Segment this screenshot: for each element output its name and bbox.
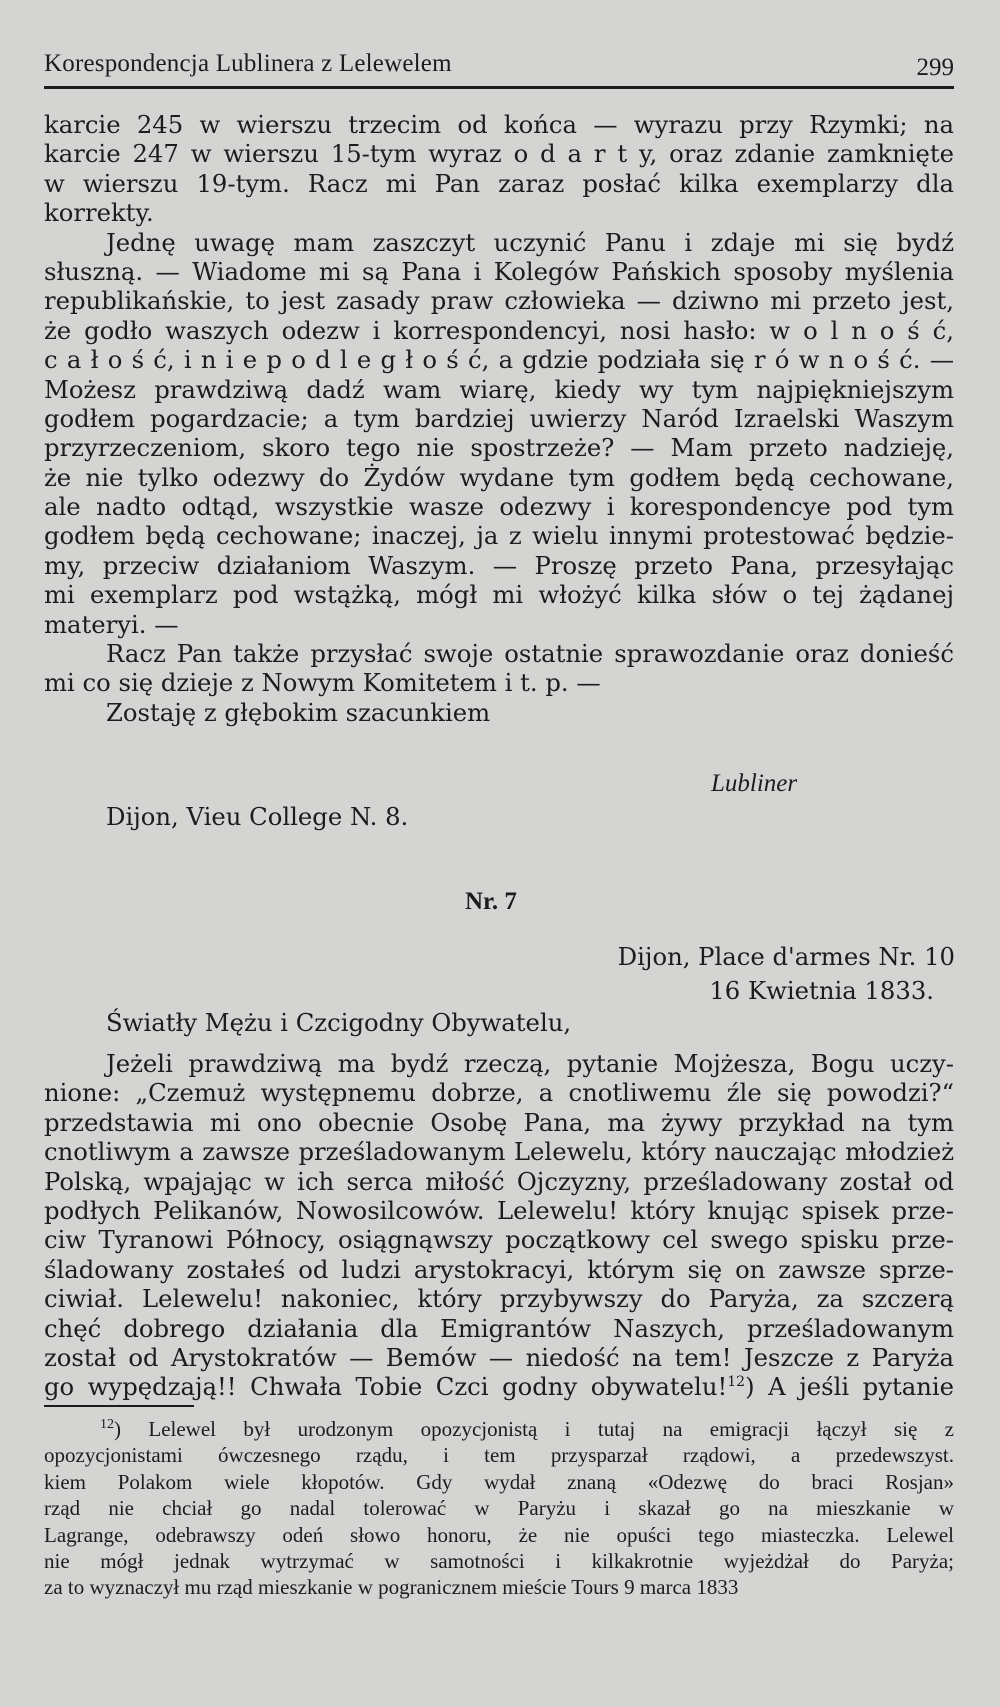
text-line: ciw Tyranowi Północy, osiągnąwszy początkowy cel swego spisku prze-: [44, 1225, 954, 1255]
text-line: karcie 245 w wierszu trzecim od końca — wyrazu przy Rzymki; na: [44, 110, 954, 139]
line-text: go wypędzają!! Chwała Tobie Czci godny obywatelu!: [44, 1372, 728, 1402]
text-line: że godło waszych odezw i korrespondencyi, nosi hasło: w o l n o ś ć,: [44, 315, 954, 345]
text-line: przyrzeczeniom, skoro tego nie spostrzeże? — Mam przeto nadzieję,: [44, 433, 954, 463]
footnote-line: rząd nie chciał go nadal tolerować w Paryżu i skazał go na mieszkanie w: [44, 1496, 954, 1521]
text-line: karcie 247 w wierszu 15-tym wyraz o d a r t y, oraz zdanie zamknięte: [44, 139, 954, 169]
text-line: korrekty.: [44, 198, 154, 228]
text-line: republikańskie, to jest zasady praw człowieka — dziwno mi przeto jest,: [44, 286, 954, 316]
footnote: [44, 1416, 954, 1601]
text-line: c a ł o ś ć, i n i e p o d l e g ł o ś ć, a gdzie podziała się r ó w n o ś ć. —: [44, 345, 954, 375]
footnote-line: Lagrange, odebrawszy odeń słowo honoru, że nie opuści tego miasteczka. Lelewel: [44, 1522, 954, 1547]
text-line: godłem pogardzacie; a tym bardziej uwierzy Naród Izraelski Waszym: [44, 403, 954, 433]
closing-formula: Zostaję z głębokim szacunkiem: [106, 697, 491, 727]
text-line: godłem będą cechowane; inaczej, ja z wielu innymi protestować będzie-: [44, 521, 954, 551]
text-line: ale nadto odtąd, wszystkie wasze odezwy i korespondencye pod tym: [44, 492, 954, 522]
sender-address: Dijon, Vieu College N. 8.: [106, 802, 409, 831]
letter-date: 16 Kwietnia 1833.: [709, 976, 934, 1005]
text-line: Racz Pan także przysłać swoje ostatnie sprawozdanie oraz donieść: [106, 639, 954, 669]
text-line: Jednę uwagę mam zaszczyt uczynić Panu i zdaje mi się bydź: [106, 227, 954, 257]
text-line: został od Arystokratów — Bemów — niedość na tem! Jeszcze z Paryża: [44, 1342, 954, 1372]
footnote-line: za to wyznaczył mu rząd mieszkanie w pogranicznem mieście Tours 9 marca 1833: [44, 1575, 739, 1600]
text-line: Jeżeli prawdziwą ma bydź rzeczą, pytanie Mojżesza, Bogu uczy-: [106, 1049, 954, 1078]
text-line: cnotliwym a zawsze prześladowanym Lelewelu, który nauczając młodzież: [44, 1137, 954, 1167]
text-line: podłych Pelikanów, Nowosilcowów. Lelewelu! który knując spisek prze-: [44, 1195, 954, 1225]
header-rule: [44, 86, 954, 89]
letter-ending: [44, 110, 954, 727]
line-text: ) Lelewel był urodzonym opozycjonistą i tutaj na emigracji łączył się z: [114, 1417, 954, 1441]
text-line: przedstawia mi ono obecnie Osobę Pana, ma żywy przykład na tym: [44, 1107, 954, 1137]
footnote-rule: [44, 1405, 194, 1407]
footnote-line: kiem Polakom wiele kłopotów. Gdy wydał znaną «Odezwę do braci Rosjan»: [44, 1469, 954, 1494]
footnote-line: opozycjonistami ówczesnego rządu, i tem przysparzał rządowi, a przedewszyst.: [44, 1443, 954, 1468]
text-line: ciwiał. Lelewelu! nakoniec, który przybywszy do Paryża, za szczerą: [44, 1284, 954, 1314]
text-line: że nie tylko odezwy do Żydów wydane tym godłem będą cechowane,: [44, 462, 954, 492]
text-line: mi exemplarz pod wstążką, mógł mi włożyć kilka słów o tej żądanej: [44, 580, 954, 610]
page-number: 299: [916, 54, 954, 81]
signature: Lubliner: [711, 770, 798, 797]
text-line: nione: „Czemuż występnemu dobrze, a cnotliwemu źle się powodzi?“: [44, 1078, 954, 1108]
text-line: [44, 1372, 954, 1401]
text-line: chęć dobrego działania dla Emigrantów Naszych, prześladowanym: [44, 1313, 954, 1343]
letter-place: Dijon, Place d'armes Nr. 10: [617, 942, 955, 971]
letter-number: Nr. 7: [465, 888, 517, 915]
text-line: materyi. —: [44, 609, 179, 639]
text-line: śladowany zostałeś od ludzi arystokracyi, którym się on zawsze sprze-: [44, 1254, 954, 1284]
footnote-reference[interactable]: 12: [727, 1374, 746, 1391]
text-line: słuszną. — Wiadome mi są Pana i Kolegów Pańskich sposoby myślenia: [44, 256, 954, 286]
letter-7-body: [44, 1049, 954, 1402]
text-line: mi co się dzieje z Nowym Komitetem i t. p. —: [44, 668, 601, 698]
running-header: [44, 46, 954, 82]
text-line: my, przeciw działaniom Waszym. — Proszę przeto Pana, przesyłając: [44, 550, 954, 580]
text-line: Polską, wpajając w ich serca miłość Ojczyzny, prześladowany został od: [44, 1166, 954, 1196]
text-line: Możesz prawdziwą dadź wam wiarę, kiedy wy tym najpiękniejszym: [44, 374, 954, 404]
line-text: ) A jeśli pytanie: [745, 1372, 954, 1402]
running-header-title: Korespondencja Lublinera z Lelewelem: [44, 50, 452, 77]
footnote-line: nie mógł jednak wytrzymać w samotności i kilkakrotnie wyjeżdżał do Paryża;: [44, 1548, 954, 1573]
footnote-line: [44, 1416, 954, 1442]
footnote-marker: 12: [100, 1417, 114, 1432]
salutation: Światły Mężu i Czcigodny Obywatelu,: [106, 1008, 572, 1037]
text-line: w wierszu 19-tym. Racz mi Pan zaraz posłać kilka exemplarzy dla: [44, 168, 954, 198]
